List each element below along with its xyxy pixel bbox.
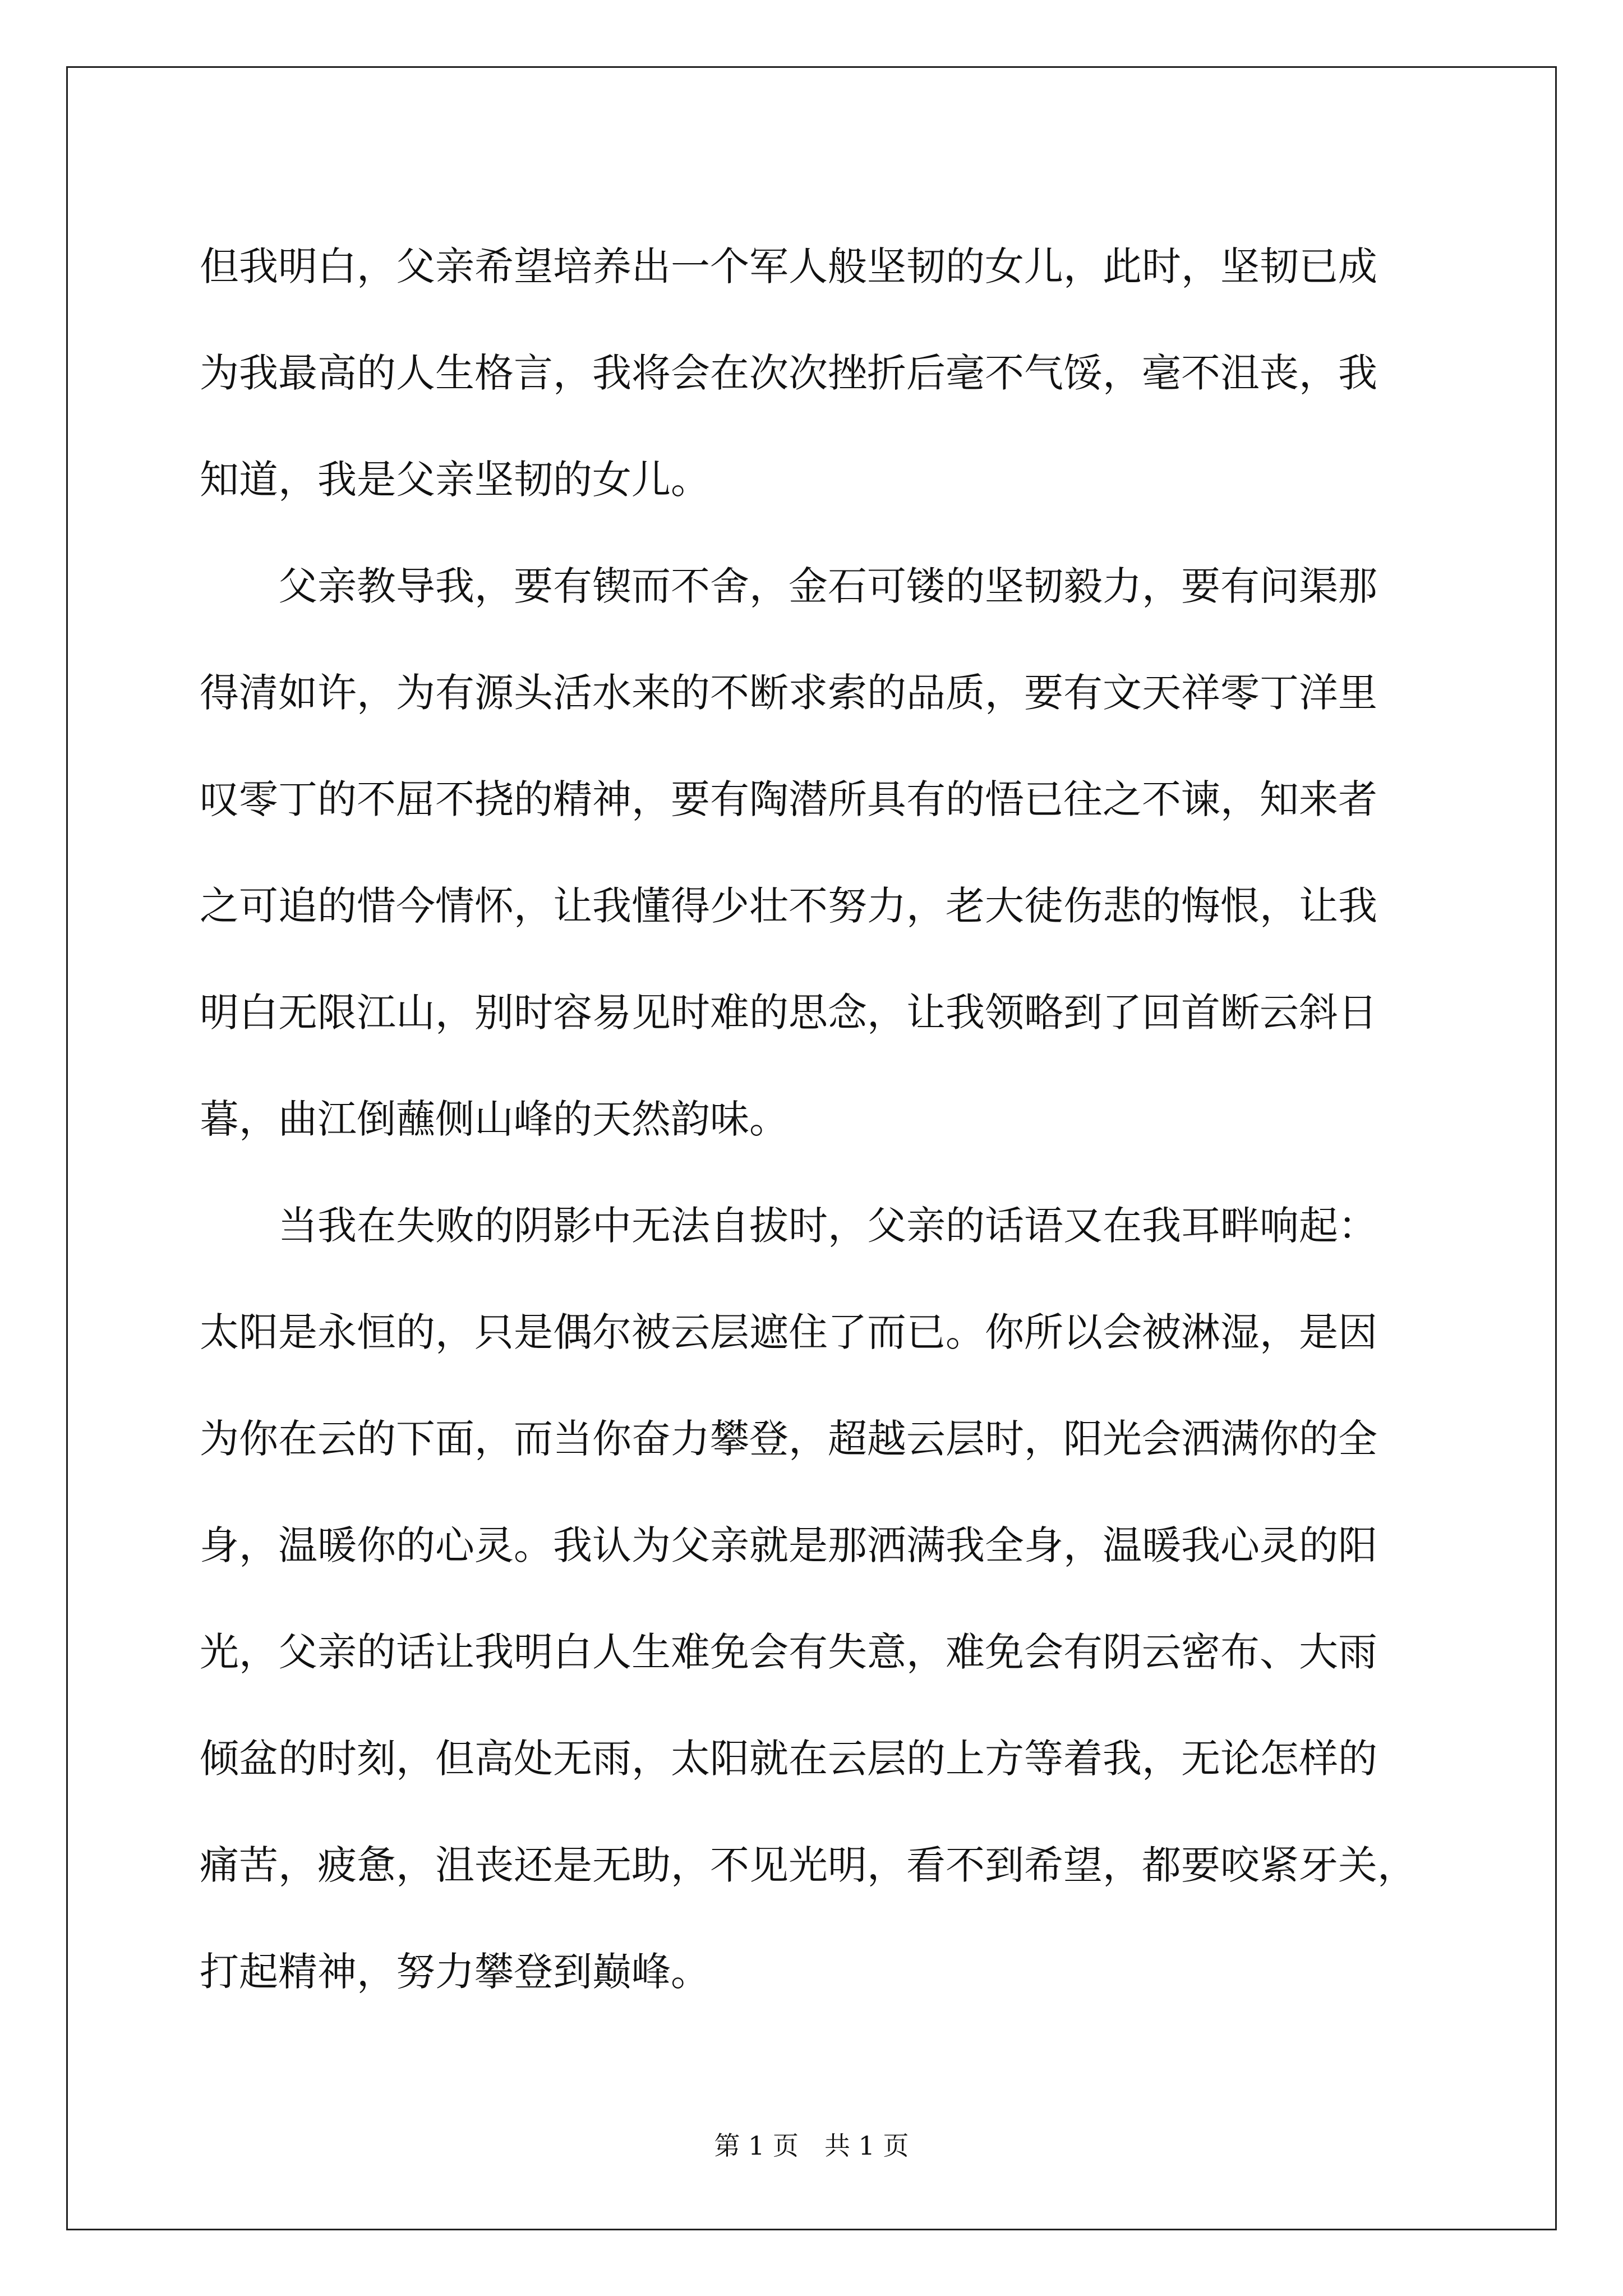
paragraph-2-line-4: 之可追的惜今情怀，让我懂得少壮不努力，老大徒伤悲的悔恨，让我 [200,883,1377,929]
paragraph-1-line-2: 为我最高的人生格言，我将会在次次挫折后毫不气馁，毫不沮丧，我 [200,350,1377,396]
paragraph-3-line-5: 光，父亲的话让我明白人生难免会有失意，难免会有阴云密布、大雨 [200,1629,1377,1675]
paragraph-1-line-1: 但我明白，父亲希望培养出一个军人般坚韧的女儿，此时，坚韧已成 [200,243,1377,289]
paragraph-3-line-4: 身，温暖你的心灵。我认为父亲就是那洒满我全身，温暖我心灵的阳 [200,1522,1377,1568]
paragraph-2-line-2: 得清如许，为有源头活水来的不断求索的品质，要有文天祥零丁洋里 [200,670,1377,716]
paragraph-3-line-7: 痛苦，疲惫，沮丧还是无助，不见光明，看不到希望，都要咬紧牙关， [200,1842,1417,1888]
paragraph-2-line-3: 叹零丁的不屈不挠的精神，要有陶潜所具有的悟已往之不谏，知来者 [200,776,1377,822]
paragraph-3-line-8: 打起精神，努力攀登到巅峰。 [200,1949,710,1995]
paragraph-2-line-6: 暮，曲江倒蘸侧山峰的天然韵味。 [200,1096,789,1142]
paragraph-3-line-3: 为你在云的下面，而当你奋力攀登，超越云层时，阳光会洒满你的全 [200,1416,1377,1462]
page-footer: 第 1 页 共 1 页 [714,2131,909,2161]
paragraph-3-line-2: 太阳是永恒的，只是偶尔被云层遮住了而已。你所以会被淋湿，是因 [200,1309,1377,1355]
document-body [200,213,1428,2025]
paragraph-3-line-1: 当我在失败的阴影中无法自拔时，父亲的话语又在我耳畔响起： [278,1203,1377,1249]
paragraph-3-line-6: 倾盆的时刻，但高处无雨，太阳就在云层的上方等着我，无论怎样的 [200,1736,1377,1782]
paragraph-2-line-5: 明白无限江山，别时容易见时难的思念，让我领略到了回首断云斜日 [200,990,1377,1036]
paragraph-1-line-3: 知道，我是父亲坚韧的女儿。 [200,457,710,503]
paragraph-2-line-1: 父亲教导我，要有锲而不舍，金石可镂的坚韧毅力，要有问渠那 [278,563,1377,609]
